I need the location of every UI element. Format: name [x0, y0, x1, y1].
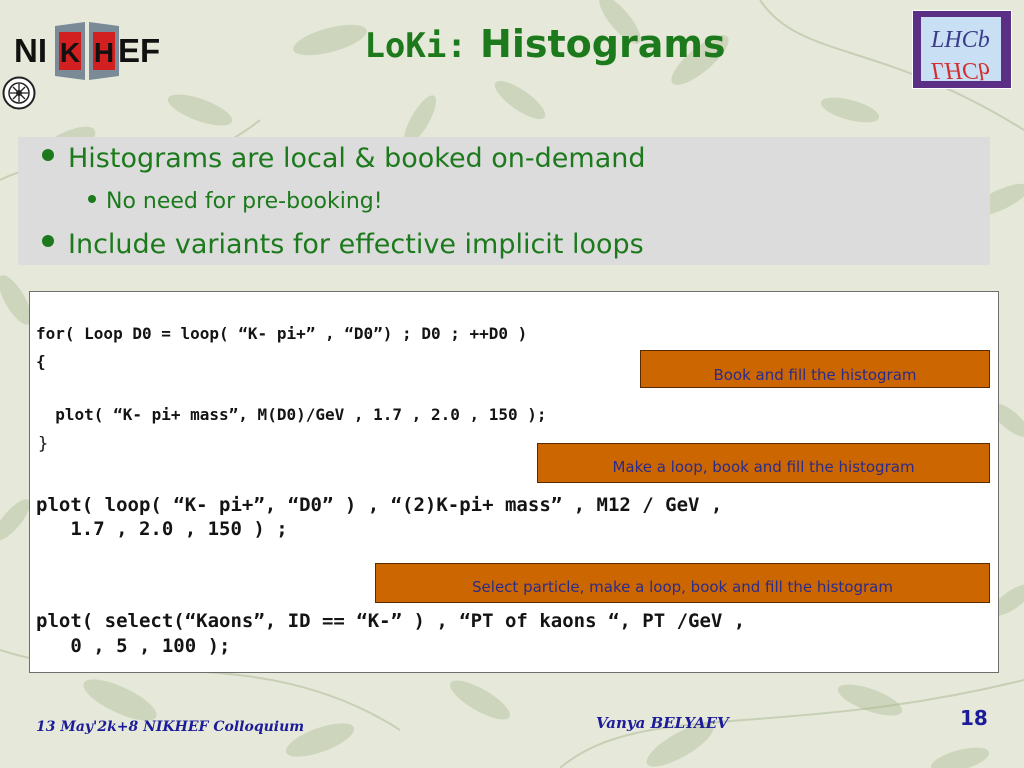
- annotation-book-fill: Book and fill the histogram: [640, 350, 990, 388]
- bullet-item: [42, 229, 644, 260]
- nikhef-logo-text-left: NI: [14, 32, 47, 69]
- bullet-icon: [88, 195, 96, 203]
- bullet-icon: [42, 235, 54, 247]
- code-line: plot( “K- pi+ mass”, M(D0)/GeV , 1.7 , 2.0 , 150 );: [36, 405, 547, 424]
- seal-emblem-icon: [2, 76, 36, 110]
- lhcb-logo-text: LHCb: [931, 27, 990, 53]
- lhcb-logo-text-mirrored: LHCb: [931, 57, 990, 81]
- code-line: for( Loop D0 = loop( “K- pi+” , “D0”) ; D0 ; ++D0 ): [36, 324, 528, 343]
- annotation-select-loop-book-fill: Select particle, make a loop, book and fill the histogram: [375, 563, 990, 603]
- slide-title: [0, 22, 1024, 66]
- code-line: plot( loop( “K- pi+”, “D0” ) , “(2)K-pi+ mass” , M12 / GeV ,: [36, 494, 723, 516]
- page-number: 18: [960, 706, 988, 730]
- slide-title-code: LoKi:: [364, 26, 467, 66]
- nikhef-logo-box-k: K: [59, 37, 81, 68]
- annotation-loop-book-fill: Make a loop, book and fill the histogram: [537, 443, 990, 483]
- sub-bullet-item: [88, 189, 383, 214]
- bullet-list: [18, 137, 990, 265]
- footer-author: Vanya BELYAEV: [596, 714, 729, 732]
- footer-date: 13 May'2k+8 NIKHEF Colloquium: [36, 719, 305, 735]
- sub-bullet-text: No need for pre-booking!: [106, 189, 383, 214]
- bullet-icon: [42, 149, 54, 161]
- slide-title-text: Histograms: [480, 22, 726, 66]
- bullet-text: Histograms are local & booked on-demand: [68, 143, 646, 174]
- code-line: 1.7 , 2.0 , 150 ) ;: [36, 518, 288, 540]
- code-line: }: [38, 434, 49, 454]
- nikhef-logo-box-h: H: [93, 37, 115, 68]
- code-line: plot( select(“Kaons”, ID == “K-” ) , “PT of kaons “, PT /GeV ,: [36, 610, 746, 632]
- nikhef-logo-text-right: EF: [118, 32, 161, 69]
- bullet-text: Include variants for effective implicit loops: [68, 229, 644, 260]
- code-line: 0 , 5 , 100 );: [36, 635, 231, 657]
- bullet-item: [42, 143, 646, 174]
- code-line: {: [36, 352, 46, 371]
